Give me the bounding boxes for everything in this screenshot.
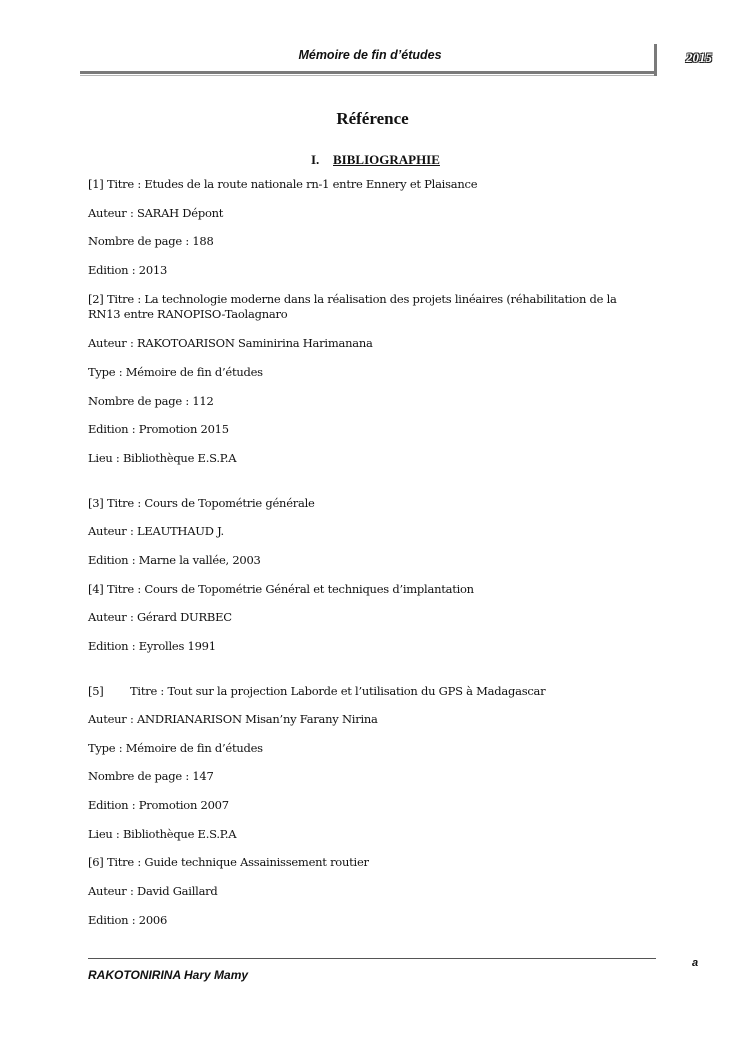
entry-4-author: Auteur : Gérard DURBEC	[88, 610, 232, 624]
page-number: a	[692, 957, 699, 969]
entry-2-edition: Edition : Promotion 2015	[88, 422, 229, 436]
section-title: BIBLIOGRAPHIE	[333, 152, 440, 167]
entry-2-title: [2] Titre : La technologie moderne dans la réalisation des projets linéaires (réhabilitation de la RN13 entre RANOPISO-Taolagnaro	[88, 292, 617, 321]
page-title-text: Référence	[336, 109, 409, 128]
entry-5-heading	[88, 684, 545, 699]
entry-5-number: [5]	[88, 684, 104, 698]
footer-rule	[88, 958, 656, 959]
header-rule	[80, 71, 654, 74]
entry-5-type: Type : Mémoire de fin d’études	[88, 741, 263, 755]
entry-6-edition: Edition : 2006	[88, 913, 168, 927]
entry-2-type: Type : Mémoire de fin d’études	[88, 365, 263, 379]
header-rule-thin	[80, 75, 654, 76]
entry-4-title: [4] Titre : Cours de Topométrie Général et techniques d’implantation	[88, 582, 474, 596]
footer-author: RAKOTONIRINA Hary Mamy	[88, 968, 249, 982]
entry-2-pages: Nombre de page : 112	[88, 394, 214, 408]
entry-1-author: Auteur : SARAH Dépont	[88, 206, 224, 220]
section-heading	[311, 152, 440, 168]
entry-5-place: Lieu : Bibliothèque E.S.P.A	[88, 827, 237, 841]
entry-5-title: Titre : Tout sur la projection Laborde et l’utilisation du GPS à Madagascar	[130, 684, 546, 698]
section-number: I.	[311, 152, 320, 167]
entry-4-edition: Edition : Eyrolles 1991	[88, 639, 216, 653]
entry-2-author: Auteur : RAKOTOARISON Saminirina Harimanana	[88, 336, 373, 350]
entry-6-title: [6] Titre : Guide technique Assainissement routier	[88, 855, 369, 869]
page-title	[0, 109, 745, 129]
entry-5-edition: Edition : Promotion 2007	[88, 798, 229, 812]
entry-5-pages: Nombre de page : 147	[88, 769, 214, 783]
entry-1-title: [1] Titre : Etudes de la route nationale rn-1 entre Ennery et Plaisance	[88, 177, 478, 191]
entry-3-author: Auteur : LEAUTHAUD J.	[88, 524, 224, 538]
header-title: Mémoire de fin d’études	[298, 48, 442, 62]
entry-5-author: Auteur : ANDRIANARISON Misan’ny Farany Nirina	[88, 712, 378, 726]
entry-2-place: Lieu : Bibliothèque E.S.P.A	[88, 451, 237, 465]
entry-3-edition: Edition : Marne la vallée, 2003	[88, 553, 261, 567]
entry-3-title: [3] Titre : Cours de Topométrie générale	[88, 496, 315, 510]
entry-1-pages: Nombre de page : 188	[88, 234, 214, 248]
header-divider	[654, 44, 657, 76]
entry-1-edition: Edition : 2013	[88, 263, 168, 277]
entry-6-author: Auteur : David Gaillard	[88, 884, 218, 898]
header-year: 2015	[686, 50, 712, 65]
